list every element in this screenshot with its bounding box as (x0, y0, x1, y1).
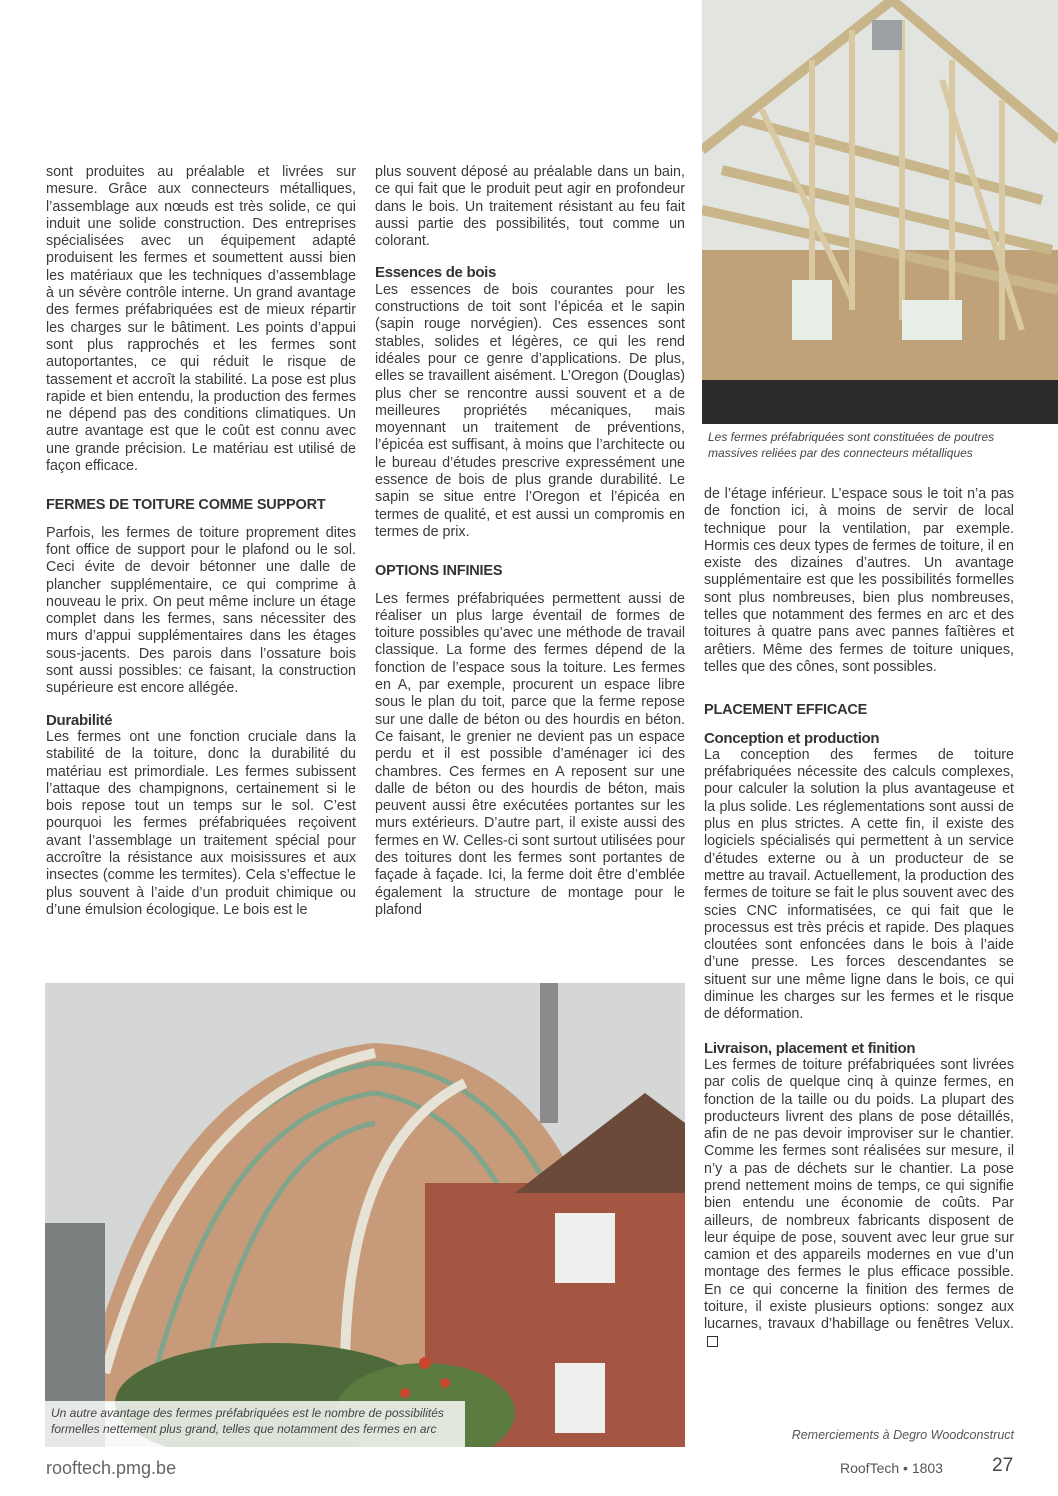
article-column-1 (46, 164, 356, 919)
footer-website-link[interactable]: rooftech.pmg.be (46, 1458, 177, 1478)
subsection-heading: Durabilité (46, 711, 113, 729)
paragraph: de l’étage inférieur. L’espace sous le toit n’a pas de fonction ici, à moins de servir de local technique pour la ventilation, par exemple. Hormis ces deux types de fermes de toiture, il en existe des dizaines d’autres. Un avantage supplémentaire est que les possibilités formelles sont plus nombreuses, bien plus nombreuses, telles que notamment des fermes en arc et des toitures à quatre pans avec pannes faîtières et arêtiers. Même des fermes de toiture uniques, telles que des cônes, sont possibles. (704, 486, 1014, 675)
subsection-heading: Essences de bois (375, 264, 497, 282)
article-column-3 (704, 486, 1014, 1351)
paragraph-text: Les fermes de toiture préfabriquées sont livrées par colis de quelque cinq à quinze fermes, en fonction de la taille ou du poids. La plupart des producteurs livrent des plans de pose détaillés, afin de ne pas devoir improviser sur le chantier. Comme les fermes sont réalisées sur mesure, il n’y a pas de déchets sur le chantier. La pose prend nettement moins de temps, ce qui signifie bien entendu une économie de coûts. Par ailleurs, de nombreux fabricants disposent de leur équipe de pose, souvent avec leur grue sur camion et des appareils modernes en vue d’un montage des fermes le plus efficace possible. En ce qui concerne la finition des fermes de toiture, il existe plusieurs options: songez aux lucarnes, travaux d’habillage ou fenêtres Velux. (704, 1056, 1014, 1333)
paragraph: Les fermes ont une fonction cruciale dans la stabilité de la toiture, donc la durabilité du matériau est primordiale. Les fermes subissent l’attaque des champignons, certainement si le bois repose tout un temps sur le sol. C’est pourquoi les fermes préfabriquées reçoivent avant l’assemblage un traitement spécial pour accroître la résistance aux moisissures et aux insectes (comme les termites). Cela s’effectue le plus souvent à l’aide d’un produit chimique ou d’une émulsion écologique. Le bois est le (46, 728, 356, 918)
acknowledgement: Remerciements à Degro Woodconstruct (791, 1428, 1014, 1442)
paragraph: plus souvent déposé au préalable dans un bain, ce qui fait que le produit peut agir en profondeur dans le bois. Un traitement résistant au feu fait aussi partie des possibilités, tout comme un colorant. (375, 164, 685, 250)
photo-roof-trusses (702, 0, 1058, 424)
paragraph: Parfois, les fermes de toiture proprement dites font office de support pour le plafond ou le sol. Ceci évite de devoir bétonner une dalle de plancher supplémentaire, ce qui comprime à nouveau le prix. On peut même inclure un étage complet dans les fermes, sans nécessiter des murs d’appui supplémentaires dans les étages sous-jacents. Des parois dans l’ossature bois sont aussi possibles: ce faisant, la construction supérieure est encore allégée. (46, 524, 356, 697)
paragraph: Les essences de bois courantes pour les constructions de toit sont l’épicéa et le sapin (sapin rouge norvégien). Ces essences sont stables, solides et légères, ce qui les rend idéales pour ce genre d’applications. De plus, elles se travaillent aisément. L’Oregon (Douglas) plus cher se rencontre aussi souvent et a de meilleures propriétés mécaniques, mais moyennant un traitement de préventions, l’épicéa est suffisant, à moins que l’architecte ou le bureau d’études prescrive expressément une essence de bois de plus grande durabilité. Le sapin se situe entre l’Oregon et l’épicéa en termes de qualité, et est aussi un compromis en termes de prix. (375, 281, 685, 540)
photo-arched-trusses (45, 983, 685, 1447)
section-heading: OPTIONS INFINIES (375, 563, 503, 580)
subsection-heading: Conception et production (704, 729, 880, 747)
article-column-2 (375, 164, 685, 919)
truss-illustration (702, 0, 1058, 424)
footer-magazine-issue: RoofTech • 1803 (840, 1460, 943, 1476)
photo-caption-top: Les fermes préfabriquées sont constituées de poutres massives reliées par des connecteurs métalliques (708, 430, 995, 460)
paragraph (704, 1057, 1014, 1351)
section-heading: PLACEMENT EFFICACE (704, 702, 868, 719)
paragraph: sont produites au préalable et livrées sur mesure. Grâce aux connecteurs métalliques, l’assemblage aux nœuds est très solide, ce qui induit une solide construction. Des entreprises spécialisées avec un équipement adapté produisent les fermes et soumettent aussi bien les matériaux que les techniques d’assemblage à un sévère contrôle interne. Un grand avantage des fermes préfabriquées est de mieux répartir les charges sur le bâtiment. Les points d’appui sont plus rapprochés et les fermes sont autoportantes, ce qui réduit le risque de tassement et accroît la stabilité. La pose est plus rapide et bien entendu, la production des fermes ne dépend pas des conditions climatiques. Un autre avantage est que le coût est connu avec une grande précision. Le matériau est utilisé de façon efficace. (46, 164, 356, 475)
paragraph: La conception des fermes de toiture préfabriquées nécessite des calculs complexes, pour calculer la solution la plus avantageuse et la plus solide. Les réglementations sont aussi de plus en plus strictes. A cette fin, il existe des logiciels spécialisés qui permettent à un service d’études externe ou à un producteur de se mettre au travail. Actuellement, la production des fermes de toiture se fait le plus souvent avec des scies CNC informatisées, ce qui fait que le processus est très précis et rapide. Des plaques cloutées sont enfoncées dans le bois à l’aide d’une presse. Les forces descendantes se situent sur une même ligne dans le bois, ce qui diminue les charges sur les fermes et le risque de déformation. (704, 746, 1014, 1023)
subsection-heading: Livraison, placement et finition (704, 1039, 916, 1057)
box-end-icon (707, 1336, 718, 1347)
page-number: 27 (992, 1455, 1014, 1476)
section-heading: FERMES DE TOITURE COMME SUPPORT (46, 497, 326, 514)
photo-caption-bottom: Un autre avantage des fermes préfabriquées est le nombre de possibilités formelles nettement plus grand, telles que notamment des fermes en arc (45, 1401, 465, 1447)
paragraph: Les fermes préfabriquées permettent aussi de réaliser un plus large éventail de formes de toiture possibles qu’avec une méthode de travail classique. La forme des fermes dépend de la fonction de l’espace sous la toiture. Les fermes en A, par exemple, procurent un espace libre sous le plan du toit, parce que la ferme repose sur une dalle de béton ou des hourdis en béton. Ce faisant, le grenier ne devient pas un espace perdu et il est possible d’aménager ici des chambres. Ces fermes en A reposent sur une dalle de béton ou des hourdis de béton, mais peuvent aussi être exécutées portantes sur les murs extérieurs. D’autre part, il existe aussi des fermes en W. Celles-ci sont surtout utilisées pour des toitures dont les fermes sont portantes de façade à façade. Ici, la ferme doit être d’emblée également la structure de montage pour le plafond (375, 590, 685, 918)
arch-illustration (45, 983, 685, 1447)
